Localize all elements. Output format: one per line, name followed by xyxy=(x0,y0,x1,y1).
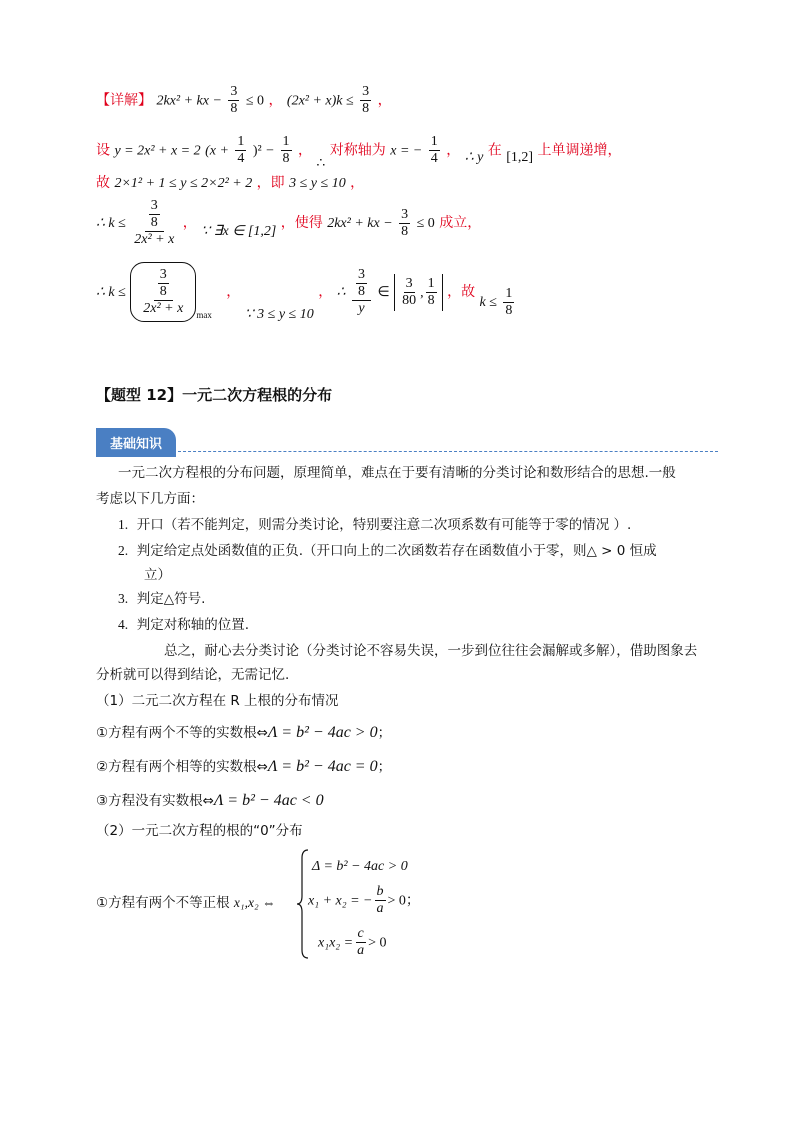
fraction: $\frac{3}{8}$ xyxy=(401,206,409,239)
fraction: $\frac{1}{4}$ xyxy=(237,134,245,167)
compound-fraction: $\frac{\frac{3}{8}}{\text{2x² + x}}$ xyxy=(134,198,175,248)
interval-bracket: $\frac{3}{80}$ , $\frac{1}{8}$ xyxy=(394,274,443,311)
positive-roots-condition: ①方程有两个不等正根 x₁,x₂ ⇔ xyxy=(96,895,276,911)
fraction: $\frac{1}{8}$ xyxy=(282,134,290,167)
math-expr: 2kx² + kx − xyxy=(156,93,222,109)
list-item: 4. 判定对称轴的位置. xyxy=(118,617,250,633)
system-eq-3: x₁x₂ = $\frac{c}{a}$ > 0 xyxy=(318,926,387,959)
compound-fraction: $\frac{\frac{3}{8}}{y}$ xyxy=(352,267,371,317)
system-eq-1: Δ = b² − 4ac > 0 xyxy=(312,859,408,874)
list-item: 1. 开口（若不能判定，则需分类讨论，特别要注意二次项系数有可能等于零的情况 ）. xyxy=(118,517,632,533)
detail-line-5: ∴ k ≤ $\frac{\frac{3}{8}}{\text{2x² + x}}$ $_{max}$ ， ∵ 3 ≤ y ≤ 10 ， ∴ $\frac{\frac{3}{8}}{y}$ ∈ $\frac{3}{80}$ , $\frac{1}{8}$ ，故 k ≤ $\frac{1}{8}$ xyxy=(96,262,516,322)
system-eq-2: x₁ + x₂ = − $\frac{b}{a}$ > 0； xyxy=(308,884,420,917)
fraction: $\frac{1}{4}$ xyxy=(430,134,438,167)
list-item-continuation: 立） xyxy=(144,567,171,583)
list-item: 2. 判定给定点处函数值的正负.（开口向上的二次函数若存在函数值小于零，则△ > 0 恒成 xyxy=(118,543,657,559)
dashed-divider xyxy=(178,451,718,452)
section-title: 【题型 12】一元二次方程根的分布 xyxy=(96,386,333,404)
max-bracket xyxy=(130,262,196,322)
part1-heading: （1）二元二次方程在 R 上根的分布情况 xyxy=(96,693,339,709)
math-expr: (2x² + x)k ≤ xyxy=(286,93,354,109)
fraction: $\frac{3}{8}$ xyxy=(362,84,370,117)
detail-line-1: 【详解】 2kx² + kx − $\frac{3}{8}$ ≤ 0 ， (2x² + x)k ≤ $\frac{3}{8}$ ， xyxy=(96,84,392,117)
intro-line-1: 一元二次方程根的分布问题，原理简单，难点在于要有清晰的分类讨论和数形结合的思想.一般 xyxy=(118,465,676,481)
summary-line-1: 总之，耐心去分类讨论（分类讨论不容易失误，一步到位往往会漏解或多解），借助图象去 xyxy=(164,643,698,659)
part2-heading: （2）一元二次方程的根的“0”分布 xyxy=(96,823,303,839)
basic-knowledge-tag: 基础知识 xyxy=(96,428,176,457)
fraction: $\frac{1}{8}$ xyxy=(505,285,513,318)
detail-line-2: 设 y = 2x² + x = 2 (x + $\frac{1}{4}$ )² − $\frac{1}{8}$ ， ∴ 对称轴为 x = − $\frac{1}{4}$ ， ∴ y 在 [1,2] 上单调递增， xyxy=(96,134,622,171)
case-1: ①方程有两个不等的实数根⇔Λ = b² − 4ac > 0； xyxy=(96,724,392,741)
fraction: $\frac{3}{8}$ xyxy=(230,84,238,117)
compound-fraction: $\frac{\frac{3}{8}}{\text{2x² + x}}$ xyxy=(143,267,184,317)
detail-line-4: ∴ k ≤ $\frac{\frac{3}{8}}{\text{2x² + x}}$ ， ∵ ∃x ∈ [1,2] ，使得 2kx² + kx − $\frac{3}{8}$ ≤ 0 成立， xyxy=(96,198,482,248)
case-3: ③方程没有实数根⇔Λ = b² − 4ac < 0 xyxy=(96,792,324,809)
list-item: 3. 判定△符号. xyxy=(118,591,206,607)
math-expr: 3 ≤ y ≤ 10 xyxy=(289,176,346,191)
intro-line-2: 考虑以下几方面： xyxy=(96,491,204,507)
detail-label: 【详解】 xyxy=(96,92,152,109)
math-expr: y = 2x² + x = 2 xyxy=(114,143,201,159)
case-2: ②方程有两个相等的实数根⇔Λ = b² − 4ac = 0； xyxy=(96,758,392,775)
summary-line-2: 分析就可以得到结论，无需记忆. xyxy=(96,667,290,683)
math-expr: ≤ 0 xyxy=(245,93,264,109)
math-expr: 2×1² + 1 ≤ y ≤ 2×2² + 2 xyxy=(114,176,253,191)
detail-line-3: 故 2×1² + 1 ≤ y ≤ 2×2² + 2 ，即 3 ≤ y ≤ 10 ， xyxy=(96,175,365,191)
